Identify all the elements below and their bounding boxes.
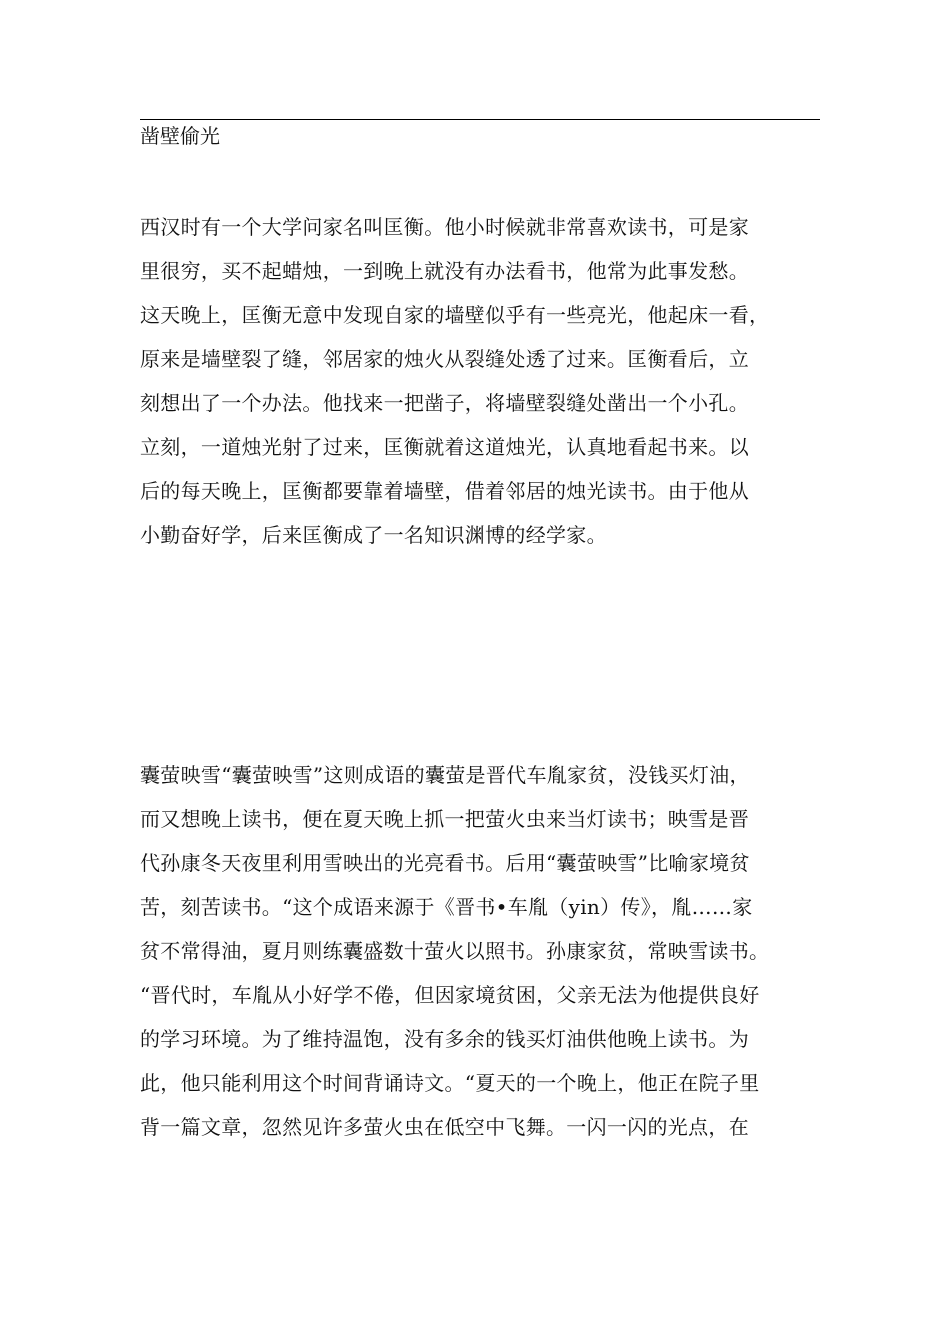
text-line: 此，他只能利用这个时间背诵诗文。“夏天的一个晚上，他正在院子里 [140,1071,760,1095]
text-line: 而又想晚上读书，便在夏天晚上抓一把萤火虫来当灯读书；映雪是晋 [140,807,749,831]
paragraph-nangying [140,753,830,1149]
header-rule [140,119,820,120]
text-line: 后的每天晚上，匡衡都要靠着墙壁，借着邻居的烛光读书。由于他从 [140,479,749,503]
text-line: 原来是墙壁裂了缝，邻居家的烛火从裂缝处透了过来。匡衡看后，立 [140,347,749,371]
text-line: 立刻，一道烛光射了过来，匡衡就着这道烛光，认真地看起书来。以 [140,435,749,459]
text-line: 的学习环境。为了维持温饱，没有多余的钱买灯油供他晚上读书。为 [140,1027,749,1051]
text-line: 贫不常得油，夏月则练囊盛数十萤火以照书。孙康家贫，常映雪读书。 [140,939,770,963]
text-line: 小勤奋好学，后来匡衡成了一名知识渊博的经学家。 [140,523,607,547]
text-line: 囊萤映雪“囊萤映雪”这则成语的囊萤是晋代车胤家贫，没钱买灯油， [140,763,750,787]
text-line: 刻想出了一个办法。他找来一把凿子，将墙壁裂缝处凿出一个小孔。 [140,391,749,415]
text-line: “晋代时，车胤从小好学不倦，但因家境贫困，父亲无法为他提供良好 [140,983,760,1007]
text-line: 这天晚上，匡衡无意中发现自家的墙壁似乎有一些亮光，他起床一看， [140,303,770,327]
document-title: 凿壁偷光 [140,124,220,148]
text-line: 西汉时有一个大学问家名叫匡衡。他小时候就非常喜欢读书，可是家 [140,215,749,239]
text-line: 背一篇文章，忽然见许多萤火虫在低空中飞舞。一闪一闪的光点，在 [140,1115,749,1139]
text-line: 代孙康冬天夜里利用雪映出的光亮看书。后用“囊萤映雪”比喻家境贫 [140,851,750,875]
paragraph-kuangheng [140,205,830,557]
text-line: 苦，刻苦读书。“这个成语来源于《晋书•车胤（yin）传》，胤……家 [140,895,753,919]
text-line: 里很穷，买不起蜡烛，一到晚上就没有办法看书，他常为此事发愁。 [140,259,749,283]
